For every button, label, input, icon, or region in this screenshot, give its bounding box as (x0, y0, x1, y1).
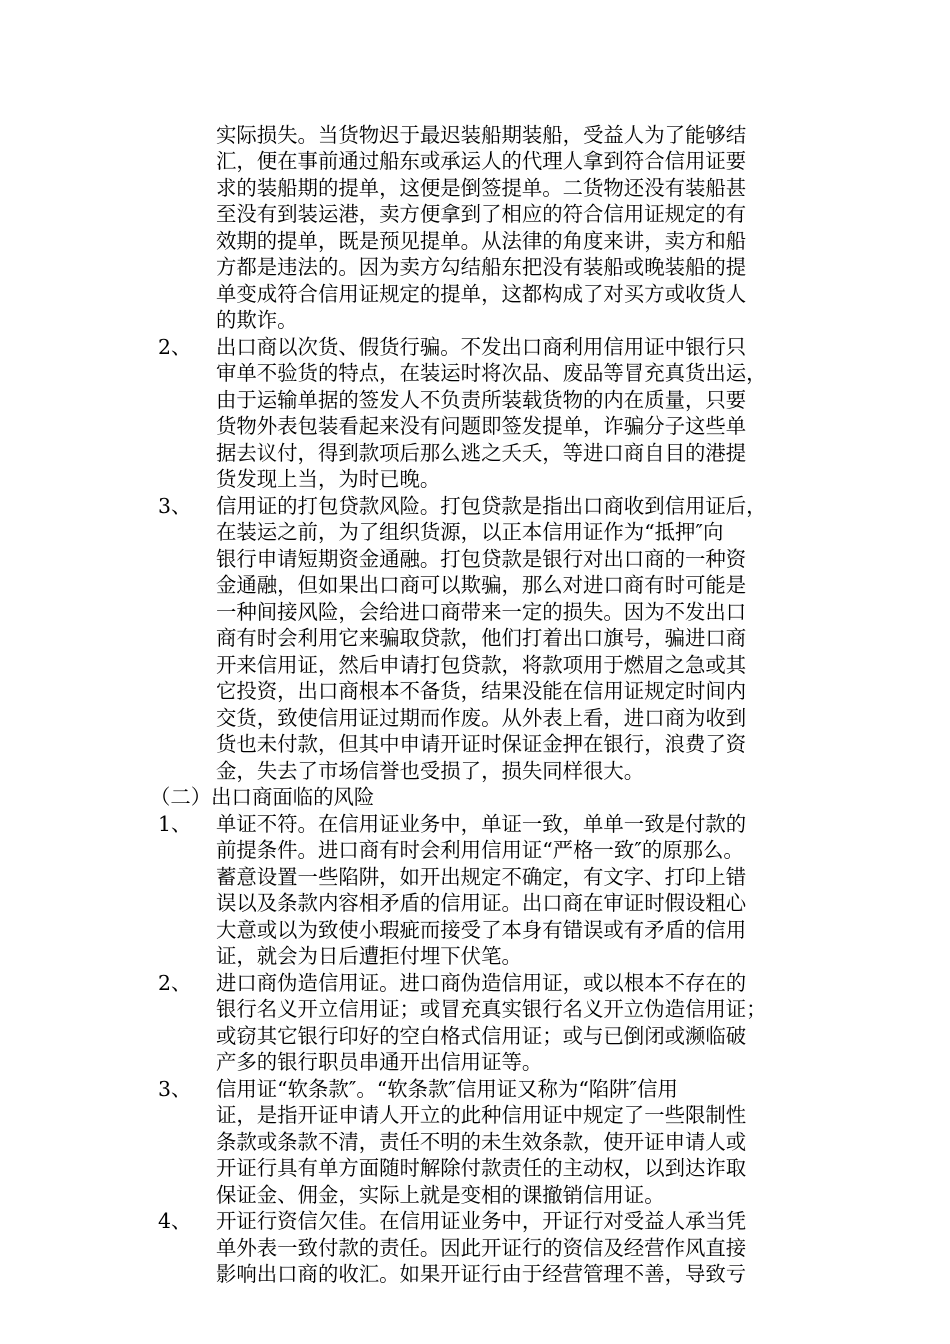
text-line: 金，失去了市场信誉也受损了，损失同样很大。 (216, 759, 645, 783)
list-item-number: 2、 (158, 971, 192, 995)
text-line: 前提条件。进口商有时会利用信用证“严格一致″的原那么。 (216, 838, 744, 862)
text-line: 货发现上当，为时已晚。 (216, 467, 441, 491)
text-line: 据去议付，得到款项后那么逃之夭夭，等进口商自目的港提 (216, 441, 747, 465)
text-line: 单外表一致付款的责任。因此开证行的资信及经营作风直接 (216, 1236, 747, 1260)
text-line: 求的装船期的提单，这便是倒签提单。二货物还没有装船甚 (216, 176, 747, 200)
text-line: 证，就会为日后遭拒付埋下伏笔。 (216, 944, 522, 968)
text-line: 一种间接风险，会给进口商带来一定的损失。因为不发出口 (216, 600, 747, 624)
text-line: 条款或条款不清，责任不明的未生效条款，使开证申请人或 (216, 1130, 747, 1154)
text-line: 蓄意设置一些陷阱，如开出规定不确定，有文字、打印上错 (216, 865, 747, 889)
text-line: 误以及条款内容相矛盾的信用证。出口商在审证时假设粗心 (216, 891, 747, 915)
text-line: 银行申请短期资金通融。打包贷款是银行对出口商的一种资 (216, 547, 747, 571)
text-line: 大意或以为致使小瑕疵而接受了本身有错误或有矛盾的信用 (216, 918, 747, 942)
text-line: 在装运之前，为了组织货源，以正本信用证作为“抵押″向 (216, 520, 724, 544)
text-line: 保证金、佣金，实际上就是变相的课撤销信用证。 (216, 1183, 665, 1207)
list-item-number: 4、 (158, 1209, 192, 1233)
list-item-number: 3、 (158, 1077, 192, 1101)
text-line: 银行名义开立信用证；或冒充真实银行名义开立伪造信用证； (216, 997, 767, 1021)
text-line: 信用证的打包贷款风险。打包贷款是指出口商收到信用证后， (216, 494, 767, 518)
text-line: 审单不验货的特点，在装运时将次品、废品等冒充真货出运， (216, 361, 767, 385)
text-line: 效期的提单，既是预见提单。从法律的角度来讲，卖方和船 (216, 229, 747, 253)
text-line: 的欺诈。 (216, 308, 298, 332)
text-line: 或窃其它银行印好的空白格式信用证；或与已倒闭或濒临破 (216, 1024, 747, 1048)
text-line: 单变成符合信用证规定的提单，这都构成了对买方或收货人 (216, 282, 747, 306)
text-line: 货也未付款，但其中申请开证时保证金押在银行，浪费了资 (216, 732, 747, 756)
text-line: 至没有到装运港，卖方便拿到了相应的符合信用证规定的有 (216, 202, 747, 226)
list-item-number: 2、 (158, 335, 192, 359)
text-line: 开证行资信欠佳。在信用证业务中，开证行对受益人承当凭 (216, 1209, 747, 1233)
section-heading: （二）出口商面临的风险 (150, 785, 375, 809)
text-line: 证，是指开证申请人开立的此种信用证中规定了一些限制性 (216, 1103, 747, 1127)
text-line: 影响出口商的收汇。如果开证行由于经营管理不善，导致亏 (216, 1262, 747, 1286)
text-line: 单证不符。在信用证业务中，单证一致，单单一致是付款的 (216, 812, 747, 836)
text-line: 开证行具有单方面随时解除付款责任的主动权，以到达诈取 (216, 1156, 747, 1180)
text-line: 汇，便在事前通过船东或承运人的代理人拿到符合信用证要 (216, 149, 747, 173)
list-item-number: 1、 (158, 812, 192, 836)
text-line: 由于运输单据的签发人不负责所装载货物的内在质量，只要 (216, 388, 747, 412)
text-line: 货物外表包装看起来没有问题即签发提单，诈骗分子这些单 (216, 414, 747, 438)
text-line: 进口商伪造信用证。进口商伪造信用证，或以根本不存在的 (216, 971, 747, 995)
list-item-number: 3、 (158, 494, 192, 518)
text-line: 出口商以次货、假货行骗。不发出口商利用信用证中银行只 (216, 335, 747, 359)
text-line: 产多的银行职员串通开出信用证等。 (216, 1050, 543, 1074)
text-line: 商有时会利用它来骗取贷款，他们打着出口旗号，骗进口商 (216, 626, 747, 650)
text-line: 实际损失。当货物迟于最迟装船期装船，受益人为了能够结 (216, 123, 747, 147)
text-line: 它投资，出口商根本不备货，结果没能在信用证规定时间内 (216, 679, 747, 703)
text-line: 信用证“软条款″。“软条款″信用证又称为“陷阱″信用 (216, 1077, 678, 1101)
text-line: 交货，致使信用证过期而作废。从外表上看，进口商为收到 (216, 706, 747, 730)
text-line: 开来信用证，然后申请打包贷款，将款项用于燃眉之急或其 (216, 653, 747, 677)
text-line: 金通融，但如果出口商可以欺骗，那么对进口商有时可能是 (216, 573, 747, 597)
text-line: 方都是违法的。因为卖方勾结船东把没有装船或晚装船的提 (216, 255, 747, 279)
